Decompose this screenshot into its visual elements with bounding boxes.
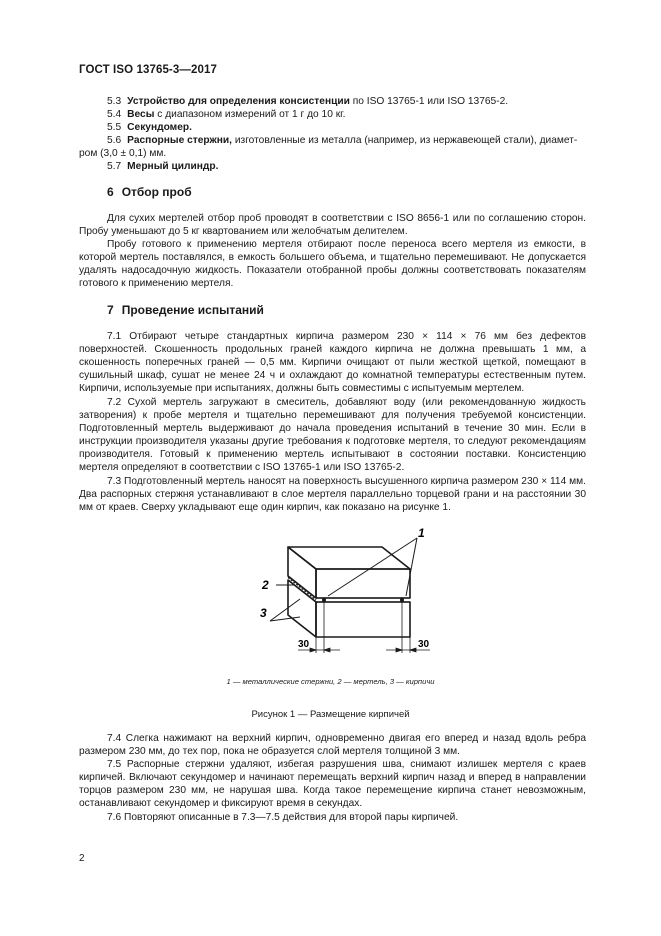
equipment-item-5-5: 5.5 Секундомер. — [107, 122, 192, 133]
dimension-left: 30 — [298, 639, 310, 650]
section-6-heading: 6 Отбор проб — [107, 185, 192, 199]
top-brick-top-face — [288, 547, 410, 569]
figure-legend: 1 — металлические стержни, 2 — мертель, 3 — кирпичи — [226, 677, 435, 686]
section-6-paragraph-1: Для сухих мертелей отбор проб проводят в соответствии с ISO 8656-1 или по соглашению сторон. Пробу уменьшают до 5 кг квартованием или желобчатым делителем. — [79, 213, 586, 238]
paragraph-7-1: 7.1 Отбирают четыре стандартных кирпича размером 230 × 114 × 76 мм без дефектов поверхностей. Скошенность продольных граней каждого кирпича не должна превышать 1 мм, а скошенность поперечных граней — 0,5 мм. Кирпичи очищают от пыли жесткой щеткой, помещают в сушильный шкаф, сушат не менее 24 ч и охлаждают до комнатной температуры естественным путем. Кирпичи, используемые при испытаниях, должны быть совместимы с испытуемым мертелем. — [79, 331, 586, 395]
equipment-item-5-4: 5.4 Весы с диапазоном измерений от 1 г до 10 кг. — [107, 109, 346, 120]
paragraph-7-4: 7.4 Слегка нажимают на верхний кирпич, одновременно двигая его вперед и назад вдоль ребра размером 230 мм, до тех пор, пока не образуется слой мертеля толщиной 3 мм. — [79, 733, 586, 758]
section-7-heading: 7 Проведение испытаний — [107, 303, 264, 317]
callout-1: 1 — [418, 526, 425, 540]
page-number: 2 — [79, 853, 85, 864]
equipment-item-5-6-continuation: ром (3,0 ± 0,1) мм. — [79, 148, 167, 159]
callout-3: 3 — [260, 606, 267, 620]
paragraph-7-2: 7.2 Сухой мертель загружают в смеситель, добавляют воду (или рекомендованную жидкость затворения) к пробе мертеля и тщательно перемешивают для получения требуемой консистенции. Подготовленный мертель выдерживают до начала проведения испытаний в течение 30 мин. Если в инструкции производителя указаны другие требования к подготовке мертеля, то следуют рекомендациям производителя. Готовый к применению мертель испытывают в состоянии поставки. Консистенцию мертеля определяют в соответствии с ISO 13765-1 или ISO 13765-2. — [79, 397, 586, 474]
paragraph-7-3: 7.3 Подготовленный мертель наносят на поверхность высушенного кирпича размером 230 × 114 мм. Два распорных стержня устанавливают в слое мертеля параллельно торцевой грани и на расстоянии 30 мм от краев. Сверху укладывают еще один кирпич, как показано на рисунке 1. — [79, 476, 586, 514]
mortar-layer — [288, 578, 316, 601]
paragraph-7-6: 7.6 Повторяют описанные в 7.3—7.5 действия для второй пары кирпичей. — [107, 812, 459, 823]
paragraph-7-5: 7.5 Распорные стержни удаляют, избегая разрушения шва, снимают излишек мертеля с краев кирпичей. Включают секундомер и начинают перемещать верхний кирпич назад и вперед в направлении торцов размером 230 мм, не нарушая шва. Когда такое перемещение кирпича станет невозможным, останавливают секундомер и фиксируют время в секундах. — [79, 759, 586, 810]
equipment-item-5-7: 5.7 Мерный цилиндр. — [107, 161, 219, 172]
section-6-paragraph-2: Пробу готового к применению мертеля отбирают после переноса всего мертеля из емкости, в которой мертель поставлялся, в емкость большего объема, и тщательно перемешивают. Не допускается удалять надосадочную жидкость. Показатели отобранной пробы должны соответствовать показателям готового к применению мертеля. — [79, 239, 586, 290]
callout-2: 2 — [262, 578, 269, 592]
document-header: ГОСТ ISO 13765-3—2017 — [79, 64, 217, 76]
equipment-item-5-6: 5.6 Распорные стержни, изготовленные из металла (например, из нержавеющей стали), диамет- — [107, 135, 578, 146]
equipment-item-5-3: 5.3 Устройство для определения консистенции по ISO 13765-1 или ISO 13765-2. — [107, 96, 509, 107]
figure-title: Рисунок 1 — Размещение кирпичей — [251, 709, 410, 720]
dimension-right: 30 — [418, 639, 430, 650]
figure-bricks-drawing — [240, 525, 460, 670]
bottom-brick-front-face — [316, 602, 410, 637]
